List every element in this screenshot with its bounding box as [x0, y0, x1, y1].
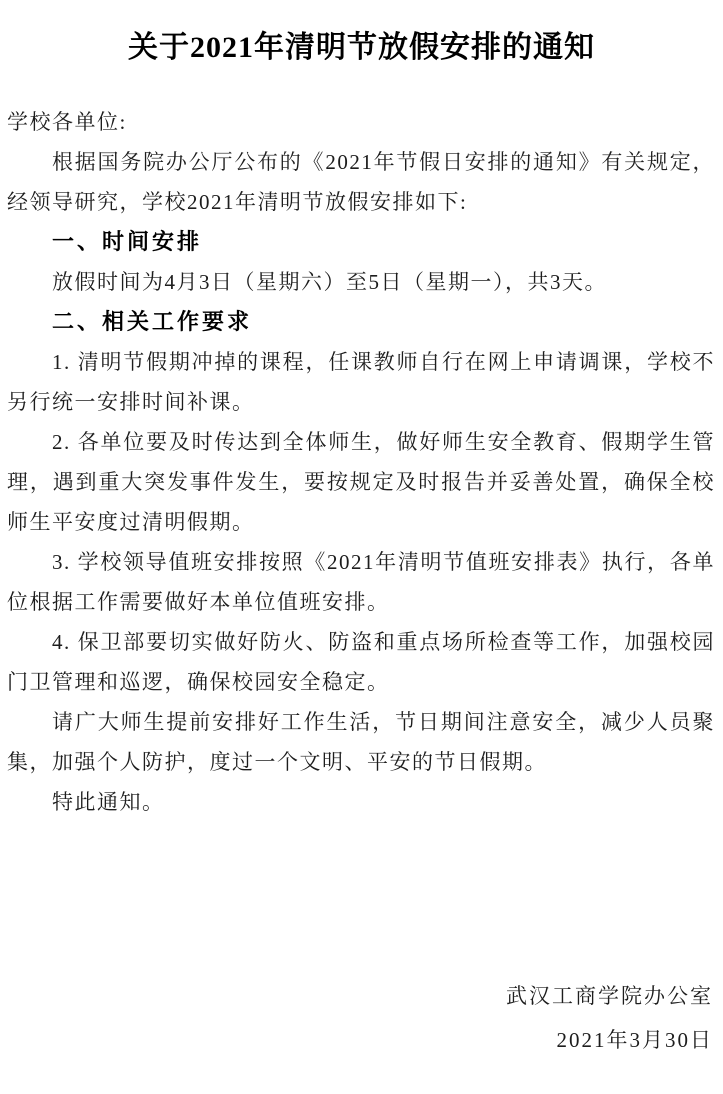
closing-paragraph: 请广大师生提前安排好工作生活，节日期间注意安全，减少人员聚集，加强个人防护，度过一个文明、平安的节日假期。 [7, 710, 715, 774]
section-1-heading: 一、时间安排 [52, 229, 203, 254]
salutation: 学校各单位: [7, 110, 127, 134]
section-2-item-4: 4. 保卫部要切实做好防火、防盗和重点场所检查等工作，加强校园门卫管理和巡逻，确保校园安全稳定。 [7, 630, 715, 694]
section-2-item-3: 3. 学校领导值班安排按照《2021年清明节值班安排表》执行，各单位根据工作需要做好本单位值班安排。 [7, 550, 715, 614]
section-2-item-1: 1. 清明节假期冲掉的课程，任课教师自行在网上申请调课，学校不另行统一安排时间补课。 [7, 350, 715, 414]
section-2-item-2: 2. 各单位要及时传达到全体师生，做好师生安全教育、假期学生管理，遇到重大突发事件发生，要按规定及时报告并妥善处置，确保全校师生平安度过清明假期。 [7, 430, 715, 534]
signature-organization: 武汉工商学院办公室 [506, 984, 713, 1008]
document-title: 关于2021年清明节放假安排的通知 [128, 31, 595, 64]
signature-date: 2021年3月30日 [556, 1028, 713, 1052]
section-1-paragraph: 放假时间为4月3日（星期六）至5日（星期一），共3天。 [52, 270, 607, 294]
intro-paragraph: 根据国务院办公厅公布的《2021年节假日安排的通知》有关规定，经领导研究，学校2021年清明节放假安排如下: [7, 150, 715, 214]
signature-block [7, 974, 715, 1062]
document-body [7, 102, 715, 1062]
section-2-heading: 二、相关工作要求 [52, 309, 253, 334]
outro-line: 特此通知。 [52, 790, 165, 814]
